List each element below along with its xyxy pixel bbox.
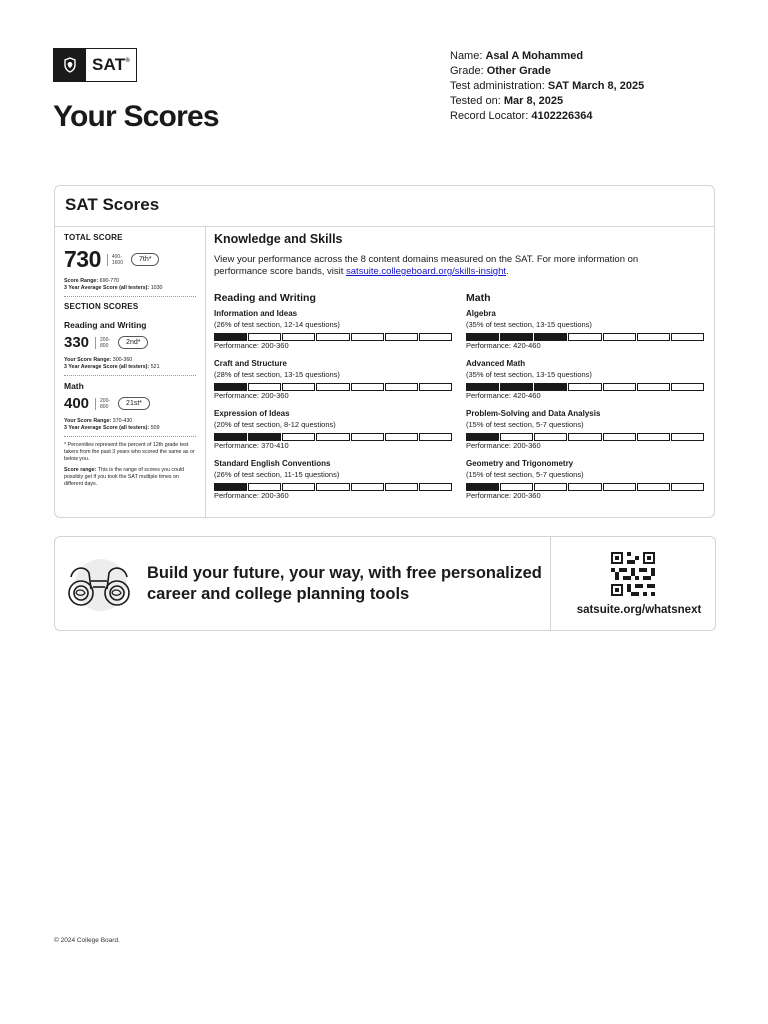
sat-scores-card	[54, 185, 715, 518]
performance-band	[534, 433, 567, 441]
performance-band	[419, 333, 452, 341]
performance-band	[214, 433, 247, 441]
domain-item	[466, 359, 706, 409]
reading-writing-domains	[214, 292, 454, 509]
rw-average: 3 Year Average Score (all testers): 521	[64, 364, 160, 370]
student-name: Asal A Mohammed	[485, 50, 584, 62]
section-scores-caption: SECTION SCORES	[64, 302, 139, 311]
domain-weight: (15% of test section, 5-7 questions)	[466, 470, 584, 479]
performance-band	[282, 483, 315, 491]
performance-band	[385, 433, 418, 441]
domain-name: Algebra	[466, 309, 496, 318]
domain-item	[466, 309, 706, 359]
performance-bar	[214, 383, 452, 391]
divider	[205, 226, 206, 517]
knowledge-skills-header	[214, 232, 674, 278]
student-grade-row: Grade: Other Grade	[450, 65, 551, 77]
domain-performance: Performance: 200-360	[466, 491, 541, 500]
performance-band	[419, 483, 452, 491]
copyright: © 2024 College Board.	[54, 937, 120, 944]
performance-band	[214, 333, 247, 341]
whats-next-link[interactable]: satsuite.org/whatsnext	[576, 604, 702, 616]
knowledge-skills-title: Knowledge and Skills	[214, 232, 343, 246]
domain-item	[214, 309, 454, 359]
performance-band	[671, 483, 704, 491]
performance-band	[316, 383, 349, 391]
score-summary	[64, 233, 196, 488]
performance-band	[385, 333, 418, 341]
reading-writing-title: Reading and Writing	[214, 292, 316, 304]
performance-band	[534, 383, 567, 391]
performance-band	[385, 383, 418, 391]
rw-percentile-badge: 2nd*	[118, 336, 148, 349]
total-score-scale: 400- 1600	[107, 254, 123, 266]
performance-band	[637, 333, 670, 341]
performance-bar	[466, 433, 704, 441]
domain-performance: Performance: 200-360	[466, 441, 541, 450]
math-section-name: Math	[64, 381, 84, 391]
tested-on-row: Tested on: Mar 8, 2025	[450, 95, 564, 107]
performance-band	[282, 333, 315, 341]
performance-bar	[466, 483, 704, 491]
student-name-row: Name: Asal A Mohammed	[450, 50, 584, 62]
performance-band	[637, 483, 670, 491]
domain-name: Standard English Conventions	[214, 459, 331, 468]
performance-band	[316, 333, 349, 341]
math-average: 3 Year Average Score (all testers): 509	[64, 425, 160, 431]
math-score: 400	[64, 395, 90, 412]
divider	[64, 296, 196, 297]
performance-band	[351, 483, 384, 491]
total-score-range: Score Range: 690-770	[64, 278, 120, 284]
math-domains	[466, 292, 706, 509]
performance-band	[351, 333, 384, 341]
domain-weight: (35% of test section, 13-15 questions)	[466, 320, 592, 329]
performance-band	[248, 383, 281, 391]
test-administration: SAT March 8, 2025	[547, 80, 645, 92]
total-average: 3 Year Average Score (all testers): 1030	[64, 285, 163, 291]
rw-score-row	[64, 334, 196, 351]
promo-headline: Build your future, your way, with free personalized career and college planning tools	[147, 564, 542, 603]
performance-band	[671, 433, 704, 441]
domain-name: Problem-Solving and Data Analysis	[466, 409, 601, 418]
domain-performance: Performance: 420-460	[466, 341, 541, 350]
domain-weight: (26% of test section, 12-14 questions)	[214, 320, 340, 329]
domain-item	[214, 459, 454, 509]
divider	[64, 436, 196, 437]
rw-score-range: Your Score Range: 300-360	[64, 357, 133, 363]
performance-band	[466, 333, 499, 341]
card-title: SAT Scores	[65, 195, 160, 214]
rw-score: 330	[64, 334, 90, 351]
performance-bar	[466, 333, 704, 341]
page-title: Your Scores	[53, 100, 219, 133]
math-title: Math	[466, 292, 491, 304]
qr-code-icon	[611, 552, 655, 596]
domain-weight: (35% of test section, 13-15 questions)	[466, 370, 592, 379]
performance-band	[466, 433, 499, 441]
sat-logo	[53, 48, 137, 82]
acorn-shield-icon	[54, 49, 86, 81]
performance-band	[603, 483, 636, 491]
performance-band	[603, 333, 636, 341]
domain-name: Expression of Ideas	[214, 409, 290, 418]
performance-bar	[214, 433, 452, 441]
performance-band	[603, 383, 636, 391]
performance-band	[568, 433, 601, 441]
logo-trademark: ®	[125, 58, 130, 64]
domain-performance: Performance: 200-360	[214, 391, 289, 400]
performance-band	[248, 483, 281, 491]
domain-performance: Performance: 200-360	[214, 341, 289, 350]
performance-band	[500, 383, 533, 391]
performance-band	[671, 333, 704, 341]
performance-band	[351, 433, 384, 441]
percentile-note: * Percentiles represent the percent of 12th grade test takers from the past 3 years who scored the same as or below you.	[64, 442, 195, 462]
total-percentile-badge: 7th*	[131, 253, 159, 266]
performance-band	[248, 333, 281, 341]
total-score: 730	[64, 246, 101, 272]
divider	[550, 537, 551, 630]
performance-band	[534, 483, 567, 491]
student-grade: Other Grade	[486, 65, 551, 77]
performance-band	[214, 483, 247, 491]
performance-band	[568, 483, 601, 491]
domain-weight: (15% of test section, 5-7 questions)	[466, 420, 584, 429]
performance-band	[282, 433, 315, 441]
performance-band	[466, 483, 499, 491]
performance-band	[282, 383, 315, 391]
divider	[64, 375, 196, 376]
performance-band	[248, 433, 281, 441]
logo-brand: SAT	[92, 55, 126, 74]
domain-item	[466, 409, 706, 459]
total-score-caption: TOTAL SCORE	[64, 233, 123, 242]
math-score-range: Your Score Range: 370-430	[64, 418, 133, 424]
performance-band	[419, 433, 452, 441]
domain-weight: (26% of test section, 11-15 questions)	[214, 470, 340, 479]
performance-band	[534, 333, 567, 341]
math-score-scale: 200- 800	[95, 398, 110, 410]
domain-name: Advanced Math	[466, 359, 526, 368]
performance-band	[419, 383, 452, 391]
performance-band	[214, 383, 247, 391]
binoculars-icon	[61, 555, 137, 615]
performance-band	[637, 383, 670, 391]
test-administration-row: Test administration: SAT March 8, 2025	[450, 80, 645, 92]
performance-band	[351, 383, 384, 391]
domain-name: Craft and Structure	[214, 359, 287, 368]
performance-bar	[466, 383, 704, 391]
record-locator-row: Record Locator: 4102226364	[450, 110, 593, 122]
planning-tools-promo	[54, 536, 716, 631]
domain-performance: Performance: 370-410	[214, 441, 289, 450]
domain-performance: Performance: 200-360	[214, 491, 289, 500]
domain-name: Geometry and Trigonometry	[466, 459, 574, 468]
record-locator: 4102226364	[531, 110, 593, 122]
performance-band	[603, 433, 636, 441]
performance-band	[637, 433, 670, 441]
performance-bar	[214, 483, 452, 491]
math-percentile-badge: 21st*	[118, 397, 150, 410]
performance-band	[316, 433, 349, 441]
performance-band	[671, 383, 704, 391]
domain-weight: (20% of test section, 8-12 questions)	[214, 420, 336, 429]
performance-band	[500, 433, 533, 441]
divider	[55, 226, 714, 227]
math-score-row	[64, 395, 196, 412]
score-range-note: Score range: This is the range of scores you could possibly get if you took the SAT multiple times on different days.	[64, 467, 185, 487]
domain-weight: (28% of test section, 13-15 questions)	[214, 370, 340, 379]
performance-band	[385, 483, 418, 491]
performance-band	[500, 333, 533, 341]
domain-item	[466, 459, 706, 509]
domain-name: Information and Ideas	[214, 309, 298, 318]
student-info	[450, 49, 644, 124]
total-score-row	[64, 246, 196, 273]
performance-band	[316, 483, 349, 491]
performance-band	[568, 333, 601, 341]
knowledge-skills-description: View your performance across the 8 content domains measured on the SAT. For more information on performance score bands, visit satsuite.collegeboard.org/skills-insight.	[214, 254, 639, 277]
tested-on: Mar 8, 2025	[503, 95, 564, 107]
performance-band	[466, 383, 499, 391]
rw-score-scale: 200- 800	[95, 337, 110, 349]
performance-band	[568, 383, 601, 391]
rw-section-name: Reading and Writing	[64, 320, 147, 330]
domain-item	[214, 409, 454, 459]
domain-performance: Performance: 420-460	[466, 391, 541, 400]
performance-band	[500, 483, 533, 491]
domain-item	[214, 359, 454, 409]
skills-insight-link[interactable]: satsuite.collegeboard.org/skills-insight	[346, 266, 507, 277]
performance-bar	[214, 333, 452, 341]
